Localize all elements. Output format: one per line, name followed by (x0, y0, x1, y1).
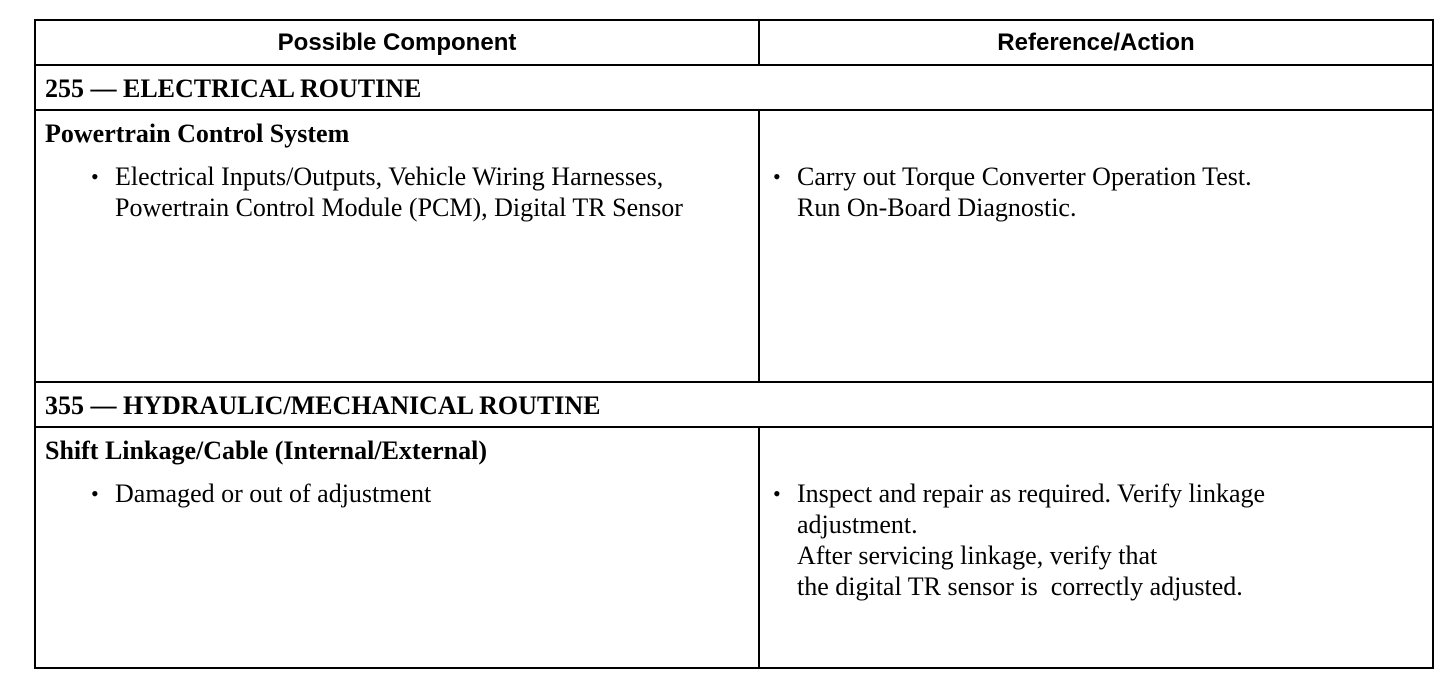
column-divider (758, 21, 760, 66)
action-list (773, 478, 1265, 602)
table-row (36, 428, 1432, 667)
diagnostic-table (34, 19, 1434, 669)
list-item: • Damaged or out of adjustment (91, 478, 431, 509)
table-row (36, 111, 1432, 383)
component-title: Powertrain Control System (45, 119, 350, 148)
component-list (91, 478, 431, 509)
column-divider (758, 111, 760, 383)
column-header-possible-component: Possible Component (277, 28, 517, 56)
action-list (773, 161, 1252, 223)
section-heading-row (36, 383, 1432, 428)
component-list (91, 161, 683, 223)
section-heading-row (36, 66, 1432, 111)
section-heading: 255 — ELECTRICAL ROUTINE (45, 74, 422, 103)
list-item: • Inspect and repair as required. Verify linkage adjustment. After servicing linkage, verify that the digital TR sensor is correctly adjusted. (773, 478, 1265, 602)
component-title: Shift Linkage/Cable (Internal/External) (45, 436, 488, 465)
section-heading: 355 — HYDRAULIC/MECHANICAL ROUTINE (45, 391, 601, 420)
list-item: • Electrical Inputs/Outputs, Vehicle Wiring Harnesses, Powertrain Control Module (PCM), Digital TR Sensor (91, 161, 683, 223)
list-item: • Carry out Torque Converter Operation Test. Run On-Board Diagnostic. (773, 161, 1252, 223)
column-header-reference-action: Reference/Action (997, 28, 1195, 56)
table-header-row (36, 21, 1432, 66)
column-divider (758, 428, 760, 667)
